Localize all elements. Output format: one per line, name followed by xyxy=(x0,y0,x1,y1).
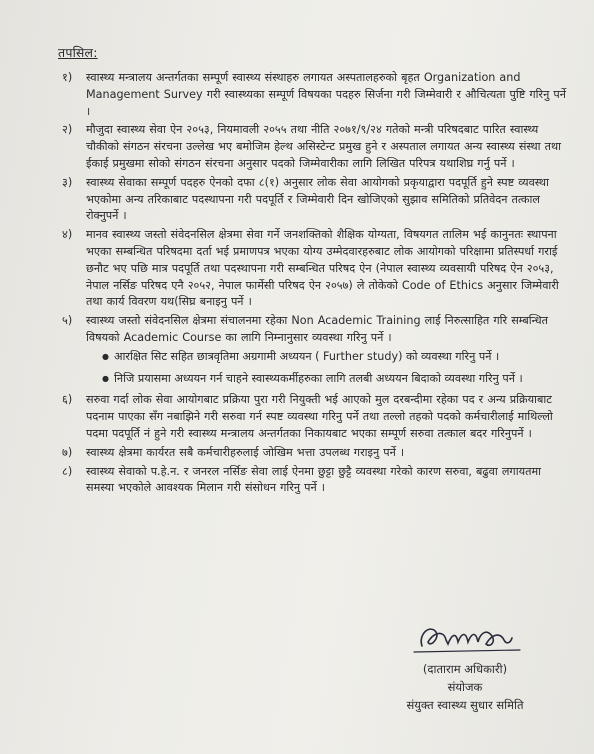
list-item xyxy=(62,70,567,120)
handwritten-signature-icon xyxy=(400,614,530,660)
bullet-item: ● आरक्षित सिट सहित छात्रवृतिमा अग्रगामी अध्ययन ( Further study) को व्यवस्था गरिनु पर्ने । xyxy=(102,349,567,366)
list-item xyxy=(62,392,567,442)
item-number: ४) xyxy=(62,228,73,242)
list-item xyxy=(62,227,567,311)
signatory-role: संयोजक xyxy=(447,680,483,694)
list-item xyxy=(62,464,567,498)
item-number: ३) xyxy=(62,175,73,189)
bullet-item: ● निजि प्रयासमा अध्ययन गर्न चाहने स्वास्थ्यकर्मीहरुका लागि तलबी अध्ययन बिदाको व्यवस्था गरिनु पर्ने । xyxy=(102,371,567,388)
list-item xyxy=(62,445,567,462)
sub-bullet-list xyxy=(62,349,567,388)
item-number: ५) xyxy=(62,314,73,328)
item-number: ७) xyxy=(62,445,73,459)
item-text: मानव स्वास्थ्य जस्तो संवेदनसिल क्षेत्रमा सेवा गर्ने जनशक्तिको शैक्षिक योग्यता, विषयगत तालिम भई कानुनतः स्थापना भएका सम्बन्धित परिषदमा दर्ता भई प्रमाणपत्र भएका योग्य उम्मेदवारहरुबाट लोक आयोगको परिक्षामा प्रतिस्पर्धा गराई छनौट भए पछि मात्र पदपूर्ति तथा पदस्थापना गरी सम्बन्धित परिषद ऐन (नेपाल स्वास्थ्य व्यवसायी परिषद ऐन २०५३, नेपाल नर्सिङ परिषद एनै २०५२, नेपाल फार्मेसी परिषद ऐन २०५७) ले तोकेको Code of Ethics अनुसार जिम्मेवारी तथा कार्य विवरण यथ(सिघ्र बनाइनु पर्ने । xyxy=(86,228,559,309)
item-text: मौजुदा स्वास्थ्य सेवा ऐन २०५३, नियमावली २०५५ तथा नीति २०७१/९/२४ गतेको मन्त्री परिषदबाट पारित स्वास्थ्य चौकीको संगठन संरचना उल्लेख भए बमोजिम हेल्थ असिस्टेन्ट प्रमुख हुने र अस्पताल लगायत अन्य स्वास्थ्य संस्था तथा ईकाई प्रमुखमा सोको संगठन संरचना अनुसार पदको जिम्मेवारीका लागि लिखित परिपत्र यथाशिघ्र गर्नु पर्ने । xyxy=(86,123,562,170)
signatory-name: (दाताराम अधिकारी) xyxy=(422,662,508,676)
item-text: सरुवा गर्दा लोक सेवा आयोगबाट प्रक्रिया पुरा गरी नियुक्ती भई आएको मुल दरबन्दीमा रहेका पद र अन्य प्रक्रियाबाट पदनाम पाएका सँग नबाझिने गरी सरुवा गर्न स्पष्ट व्यवस्था गरिनु पर्ने तथा तल्लो तहको पदको कर्मचारीलाई माथिल्लो पदमा पदपूर्ति नं हुने गरी स्वास्थ्य मन्त्रालय अन्तर्गतका निकायबाट भएका सम्पूर्ण सरुवा तत्काल बदर गरिनुपर्ने । xyxy=(86,393,553,440)
item-number: १) xyxy=(62,71,73,84)
item-text: स्वास्थ्य सेवाको प.हे.न. र जनरल नर्सिङ सेवा लाई ऐनमा छुट्टा छुट्टै व्यवस्था गरेको कारण सरुवा, बढुवा लगायतमा समस्या भएकोले आवश्यक मिलान गरी संसोधन गरिनु पर्ने । xyxy=(86,464,542,495)
list-item xyxy=(62,122,567,172)
signature-block xyxy=(380,614,550,714)
page-heading: तपसिल: xyxy=(58,45,98,60)
item-number: ६) xyxy=(62,393,73,407)
committee-name: संयुक्त स्वास्थ्य सुधार समिति xyxy=(406,698,524,712)
item-number: २) xyxy=(62,123,73,137)
item-text: स्वास्थ्य मन्त्रालय अन्तर्गतका सम्पूर्ण स्वास्थ्य संस्थाहरु लगायत अस्पतालहरुको बृहत Organization and Management Survey गरी स्वास्थ्यका सम्पूर्ण विषयका पदहरु सिर्जना गरी जिम्मेवारी र औचित्यता पुष्टि गरिनु पर्ने । xyxy=(86,71,566,118)
document-body xyxy=(62,70,567,499)
list-item xyxy=(62,313,567,347)
item-number: ८) xyxy=(62,464,73,478)
item-text: स्वास्थ्य जस्तो संवेदनसिल क्षेत्रमा संचालनमा रहेका Non Academic Training लाई निरुत्साहित गरि सम्बन्धित विषयको Academic Course का लागि निम्नानुसार व्यवस्था गरिनु पर्ने । xyxy=(86,314,549,344)
item-text: स्वास्थ्य सेवाका सम्पूर्ण पदहरु ऐनको दफा ८(१) अनुसार लोक सेवा आयोगको प्रकृयाद्वारा पदपूर्ति हुने स्पष्ट व्यवस्था भएकोमा अन्य तरिकाबाट पदस्थापना गरी पदपूर्ति र जिम्मेवारी दिन खोजिएको सुझाव समितिको प्रतिवेदन तत्काल रोक्नुपर्ने । xyxy=(86,175,549,223)
list-item xyxy=(62,175,567,225)
item-text: स्वास्थ्य क्षेत्रमा कार्यरत सबै कर्मचारीहरुलाई जोखिम भत्ता उपलब्ध गराइनु पर्ने । xyxy=(86,445,405,459)
